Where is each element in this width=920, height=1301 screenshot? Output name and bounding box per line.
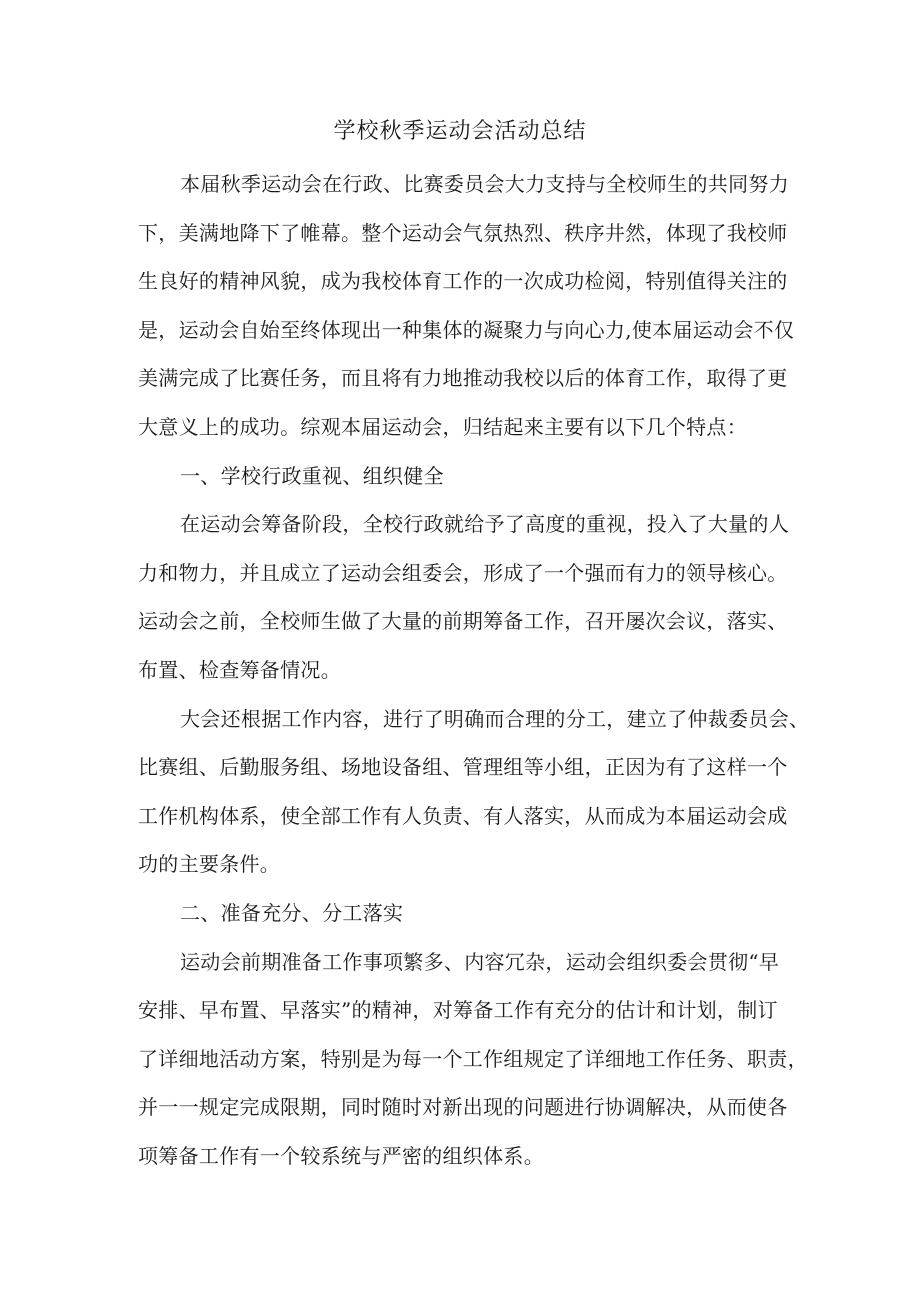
paragraph-line: 功的主要条件。 (138, 852, 281, 877)
paragraph-line: 工作机构体系，使全部工作有人负责、有人落实，从而成为本届运动会成 (138, 803, 788, 828)
paragraph-intro-line: 是，运动会自始至终体现出一种集体的凝聚力与向心力,使本届运动会不仅 (138, 317, 795, 342)
document-body (138, 160, 810, 1180)
section-heading-2: 二、准备充分、分工落实 (180, 900, 404, 925)
paragraph-intro-line: 下，美满地降下了帷幕。整个运动会气氛热烈、秩序井然，体现了我校师 (138, 220, 788, 245)
paragraph-line: 力和物力，并且成立了运动会组委会，形成了一个强而有力的领导核心。 (138, 560, 788, 585)
paragraph-intro-line: 本届秋季运动会在行政、比赛委员会大力支持与全校师生的共同努力 (180, 172, 789, 196)
paragraph-line: 比赛组、后勤服务组、场地设备组、管理组等小组，正因为有了这样一个 (138, 755, 788, 780)
paragraph-line: 并一一规定完成限期，同时随时对新出现的问题进行协调解决，从而使各 (138, 1095, 788, 1120)
paragraph-line: 运动会之前，全校师生做了大量的前期筹备工作，召开屡次会议，落实、 (138, 609, 788, 634)
paragraph-intro-line: 生良好的精神风貌，成为我校体育工作的一次成功检阅，特别值得关注的 (138, 269, 788, 294)
paragraph-line: 了详细地活动方案，特别是为每一个工作组规定了详细地工作任务、职责， (138, 1046, 808, 1071)
paragraph-intro-line: 大意义上的成功。综观本届运动会，归结起来主要有以下几个特点： (138, 414, 747, 439)
document-title: 学校秋季运动会活动总结 (333, 119, 587, 144)
section-heading-1: 一、学校行政重视、组织健全 (180, 463, 444, 488)
paragraph-line: 布置、检查筹备情况。 (138, 657, 341, 682)
paragraph-line: 在运动会筹备阶段，全校行政就给予了高度的重视，投入了大量的人 (180, 512, 789, 537)
paragraph-line: 运动会前期准备工作事项繁多、内容冗杂，运动会组织委会贯彻“早 (180, 949, 780, 974)
paragraph-line: 安排、早布置、早落实”的精神，对筹备工作有充分的估计和计划，制订 (138, 998, 778, 1023)
paragraph-intro-line: 美满完成了比赛任务，而且将有力地推动我校以后的体育工作，取得了更 (138, 366, 788, 391)
paragraph-line: 大会还根据工作内容，进行了明确而合理的分工，建立了仲裁委员会、 (180, 706, 810, 731)
paragraph-line: 项筹备工作有一个较系统与严密的组织体系。 (138, 1143, 544, 1168)
